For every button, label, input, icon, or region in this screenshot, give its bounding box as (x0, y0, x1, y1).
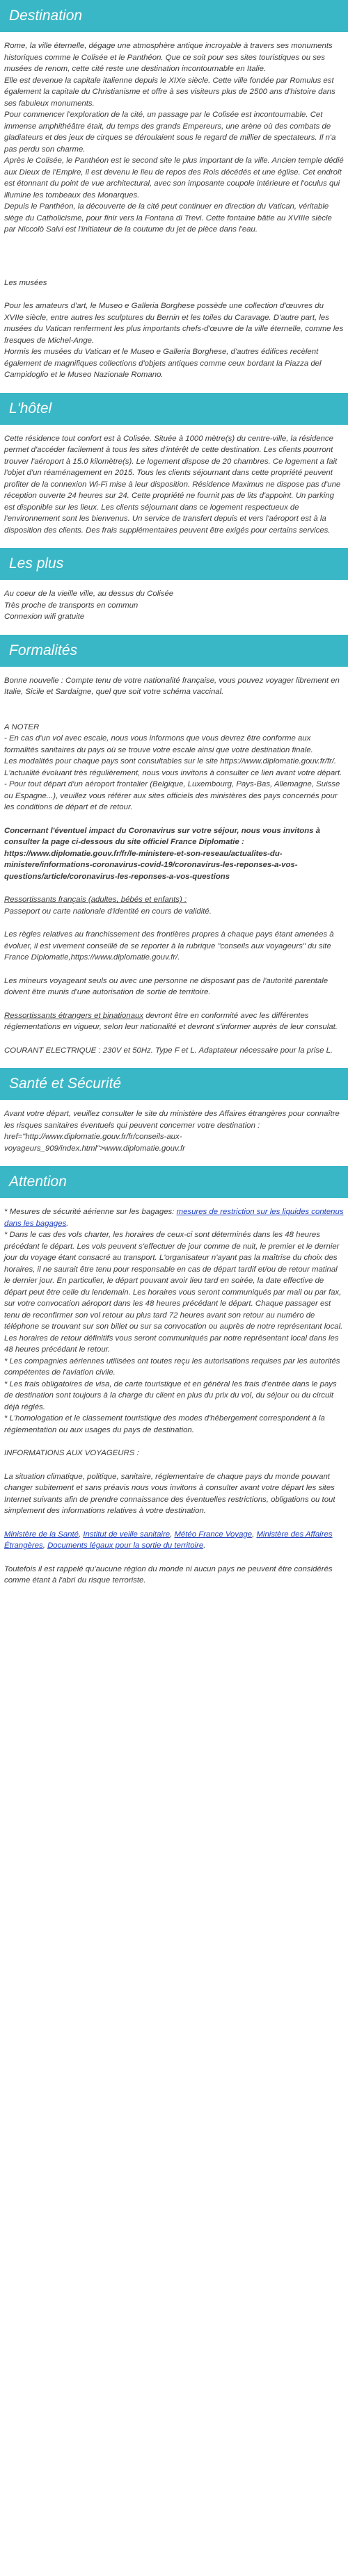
luggage-prefix: * Mesures de sécurité aérienne sur les bagages: (4, 1208, 177, 1216)
liquids-restriction-link[interactable]: mesures de restriction sur les liquides contenus dans les bagages (4, 1208, 344, 1228)
note-line: - Pour tout départ d'un aéroport frontalier (Belgique, Luxembourg, Pays-Bas, Allemagne, Suisse ou Espagne...), veuillez vous référer aux sites officiels des ministères des pays concernés pour les conditions de départ et de retour. (4, 780, 340, 811)
sante-header: Santé et Sécurité (0, 1068, 348, 1100)
museums-paragraph: Pour les amateurs d'art, le Museo e Galleria Borghese possède une collection d'œuvres du XVIIe siècle, entre autres les sculptures du Bernin et les toiles du Caravage. D'autre part, les musées du Vatican renferment les plus importants chefs-d'œuvre de la ville éternelle, comme les fresques de Michel-Ange. (4, 302, 344, 345)
destination-section (0, 40, 348, 381)
foreign-nationals-body: devront être en conformité avec les différentes réglementations en vigueur, selon leur nationalité et devront s'informer auprès de leur consulat. (4, 1011, 338, 1031)
attention-paragraph: * L'homologation et le classement touristique des modes d'hébergement correspondent à la réglementation ou aux usages du pays de destination. (4, 1414, 325, 1434)
destination-paragraph: Pour commencer l'exploration de la cité, un passage par le Colisée est incontournable. Cet immense amphithéâtre était, du temps des grands Empereurs, une arène où des combats de gladiateurs et des jeux de cirques se déroulaient sous le regard de millier de spectateurs. Il n'a pas perdu son charme. (4, 111, 336, 154)
hotel-header: L'hôtel (0, 393, 348, 425)
terrorism-notice: Toutefois il est rappelé qu'aucune région du monde ni aucun pays ne peuvent être considérés comme étant à l'abri du risque terroriste. (4, 1564, 333, 1585)
note-line: - En cas d'un vol avec escale, nous vous informons que vous devrez être conforme aux formalités sanitaires du pays où se trouve votre escale ainsi que votre destination finale. (4, 734, 313, 754)
travel-links: Ministère de la Santé, Institut de veille sanitaire, Météo France Voyage, Ministère des Affaires Étrangères, Documents légaux pour la sortie du territoire. (4, 1530, 333, 1550)
formalites-header: Formalités (0, 635, 348, 667)
museums-paragraph: Hormis les musées du Vatican et le Museo e Galleria Borghese, d'autres édifices recèlent également de magnifiques collections d'objets antiques comme ceux bordant la Piazza del Campidoglio et le Museo Nazionale Romano. (4, 348, 322, 379)
foreign-nationals-text (4, 1010, 344, 1033)
plus-item: Très proche de transports en commun (4, 601, 139, 610)
attention-section (0, 1206, 348, 1587)
destination-paragraph: Rome, la ville éternelle, dégage une atmosphère antique incroyable à travers ses monuments historiques comme le Colisée et le Panthéon. Que ce soit pour ses sites touristiques ou ses musées de renom, cette cité reste une destination incontournable en Italie. (4, 42, 333, 73)
attention-paragraph: * Dans le cas des vols charter, les horaires de ceux-ci sont déterminés dans les 48 heures précédant le départ. Les vols peuvent s'effectuer de jour comme de nuit, le premier et le dernier jour du voyage étant consacré au transport. L'organisateur n'ayant pas la maîtrise du choix des horaires, il ne saurait être tenu pour responsable en cas de départ tardif et/ou de retour matinal le dernier jour. En particulier, le départ pouvant avoir lieu tard en soirée, la date effective de départ peut être celle du lendemain. Les horaires vous seront communiqués par mail ou par fax, sur votre convocation aéroport dans les 48 heures précédant le départ. Chaque passager est tenu de reconfirmer son vol retour au plus tard 72 heures avant son retour au numéro de téléphone se trouvant sur son billet ou sur sa convocation ou auprès de notre représentant local. Les horaires de retour définitifs vous seront communiqués par notre représentant local dans les 48 heures précédant le retour. (4, 1231, 343, 1354)
link-meteo-france[interactable]: Météo France Voyage (174, 1530, 253, 1539)
formalites-section (0, 675, 348, 1057)
luggage-security-text (4, 1206, 344, 1229)
foreign-nationals-heading: Ressortissants étrangers et binationaux (4, 1011, 144, 1020)
coronavirus-notice: Concernant l'éventuel impact du Coronavirus sur votre séjour, nous vous invitons à consulter la page ci-dessous du site officiel France Diplomatie : https://www.diplomatie.gouv.fr/fr/le-ministere-et-son-reseau/actualites-du-ministere/informations-coronavirus-covid-19/coronavirus-les-reponses-a-vos-questions/article/coronavirus-les-reponses-a-vos-questions (4, 826, 321, 881)
hotel-section (0, 433, 348, 537)
electric-current-text: COURANT ELECTRIQUE : 230V et 50Hz. Type F et L. Adaptateur nécessaire pour la prise L. (4, 1046, 333, 1055)
hotel-paragraph: Cette résidence tout confort est à Colisée. Située à 1000 mètre(s) du centre-ville, la résidence permet d'accéder facilement à tous les sites d'intérêt de cette destination. Les clients pourront trouver l'aéroport à 15.0 kilomètre(s). Le logement dispose de 20 chambres. Ce logement a fait l'objet d'un réaménagement en 2015. Tous les clients séjournant dans cette propriété peuvent profiter de la connexion Wi-Fi mise à leur disposition. Résidence Maximus ne dispose pas d'une réception ouverte 24 heures sur 24. Cette propriété ne fournit pas de lits d'appoint. Un parking est disponible sur les lieux. Les clients séjournant dans ce logement respectueux de l'environnement sont les bienvenus. Un service de transfert depuis et vers l'aéroport est à la disposition des clients. Des frais supplémentaires peuvent être exigés pour certains services. (4, 434, 341, 535)
minors-text: Les mineurs voyageant seuls ou avec une personne ne disposant pas de l'autorité parentale doivent être munis d'une autorisation de sortie de territoire. (4, 976, 329, 996)
info-heading: INFORMATIONS AUX VOYAGEURS : (4, 1449, 139, 1457)
french-nationals-text: Passeport ou carte nationale d'identité en cours de validité. (4, 907, 212, 916)
link-institut-veille-sanitaire[interactable]: Institut de veille sanitaire (83, 1530, 171, 1539)
attention-paragraph: * Les frais obligatoires de visa, de carte touristique et en général les frais d'entrée dans le pays de destination sont toujours à la charge du client en plus du prix du vol, du séjour ou du circuit déjà réglés. (4, 1379, 337, 1411)
link-ministere-sante[interactable]: Ministère de la Santé (4, 1530, 79, 1539)
plus-section (0, 588, 348, 623)
destination-paragraph: Elle est devenue la capitale italienne depuis le XIXe siècle. Cette ville fondée par Romulus est également la capitale du Christianisme et offre à ses visiteurs plus de 2500 ans d'histoire dans ses fabuleux monuments. (4, 76, 335, 108)
museums-heading: Les musées (4, 278, 47, 287)
info-text: La situation climatique, politique, sanitaire, réglementaire de chaque pays du monde pouvant changer subitement et sans préavis nous vous invitons à consulter avant votre départ les sites Internet suivants afin de prendre connaissance des éventuelles restrictions, obligations ou tout simplement des informations relatives à votre destination. (4, 1472, 335, 1515)
sante-section (0, 1108, 348, 1154)
destination-header: Destination (0, 0, 348, 32)
attention-paragraph: * Les compagnies aériennes utilisées ont toutes reçu les autorisations requises par les autorités compétentes de l'aviation civile. (4, 1356, 340, 1377)
destination-paragraph: Depuis le Panthéon, la découverte de la cité peut continuer en direction du Vatican, véritable siège du Catholicisme, pour finir vers la Fontana di Trevi. Cette fontaine bâtie au XVIIIe siècle par Niccolò Salvi est l'initiateur de la coutume du jet de pièce dans l'eau. (4, 202, 332, 234)
link-affaires-etrangeres[interactable]: Ministère des Affaires Étrangères (4, 1530, 333, 1550)
plus-header: Les plus (0, 548, 348, 580)
destination-paragraph: Après le Colisée, le Panthéon est le second site le plus important de la ville. Ancien temple dédié aux Dieux de l'Empire, il est devenu le lieu de repos des Rois décédés et une église. Cet endroit est étonnant du point de vue architectural, avec son imposante coupole intérieure et l'oculus qui illumine les tombeaux des Monarques. (4, 156, 344, 200)
plus-item: Au coeur de la vieille ville, au dessus du Colisée (4, 590, 174, 598)
plus-item: Connexion wifi gratuite (4, 613, 85, 621)
luggage-suffix: . (66, 1219, 69, 1228)
note-line: Les modalités pour chaque pays sont consultables sur le site https://www.diplomatie.gouv.fr/fr/. L'actualité évoluant très régulièrement, nous vous invitons à consulter ce lien avant votre départ. (4, 757, 342, 777)
link-documents-legaux[interactable]: Documents légaux pour la sortie du territoire (47, 1541, 204, 1550)
french-nationals-heading: Ressortissants français (adultes, bébés et enfants) : (4, 896, 187, 904)
attention-header: Attention (0, 1166, 348, 1198)
border-rules-text: Les règles relatives au franchissement des frontières propres à chaque pays étant amenées à évoluer, il est vivement conseillé de se reporter à la rubrique "conseils aux voyageurs" du site France Diplomatie,https://www.diplomatie.gouv.fr/. (4, 930, 334, 962)
sante-text: Avant votre départ, veuillez consulter le site du ministère des Affaires étrangères pour connaître les risques sanitaires éventuels qui peuvent concerner votre destination : href="http://www.diplomatie.gouv.fr/fr/conseils-aux-voyageurs_909/index.html">www.diplomatie.gouv.fr (4, 1110, 340, 1153)
formalites-intro: Bonne nouvelle : Compte tenu de votre nationalité française, vous pouvez voyager librement en Italie, Sicile et Sardaigne, quel que soit votre schéma vaccinal. (4, 676, 340, 696)
note-heading: A NOTER (4, 722, 40, 731)
